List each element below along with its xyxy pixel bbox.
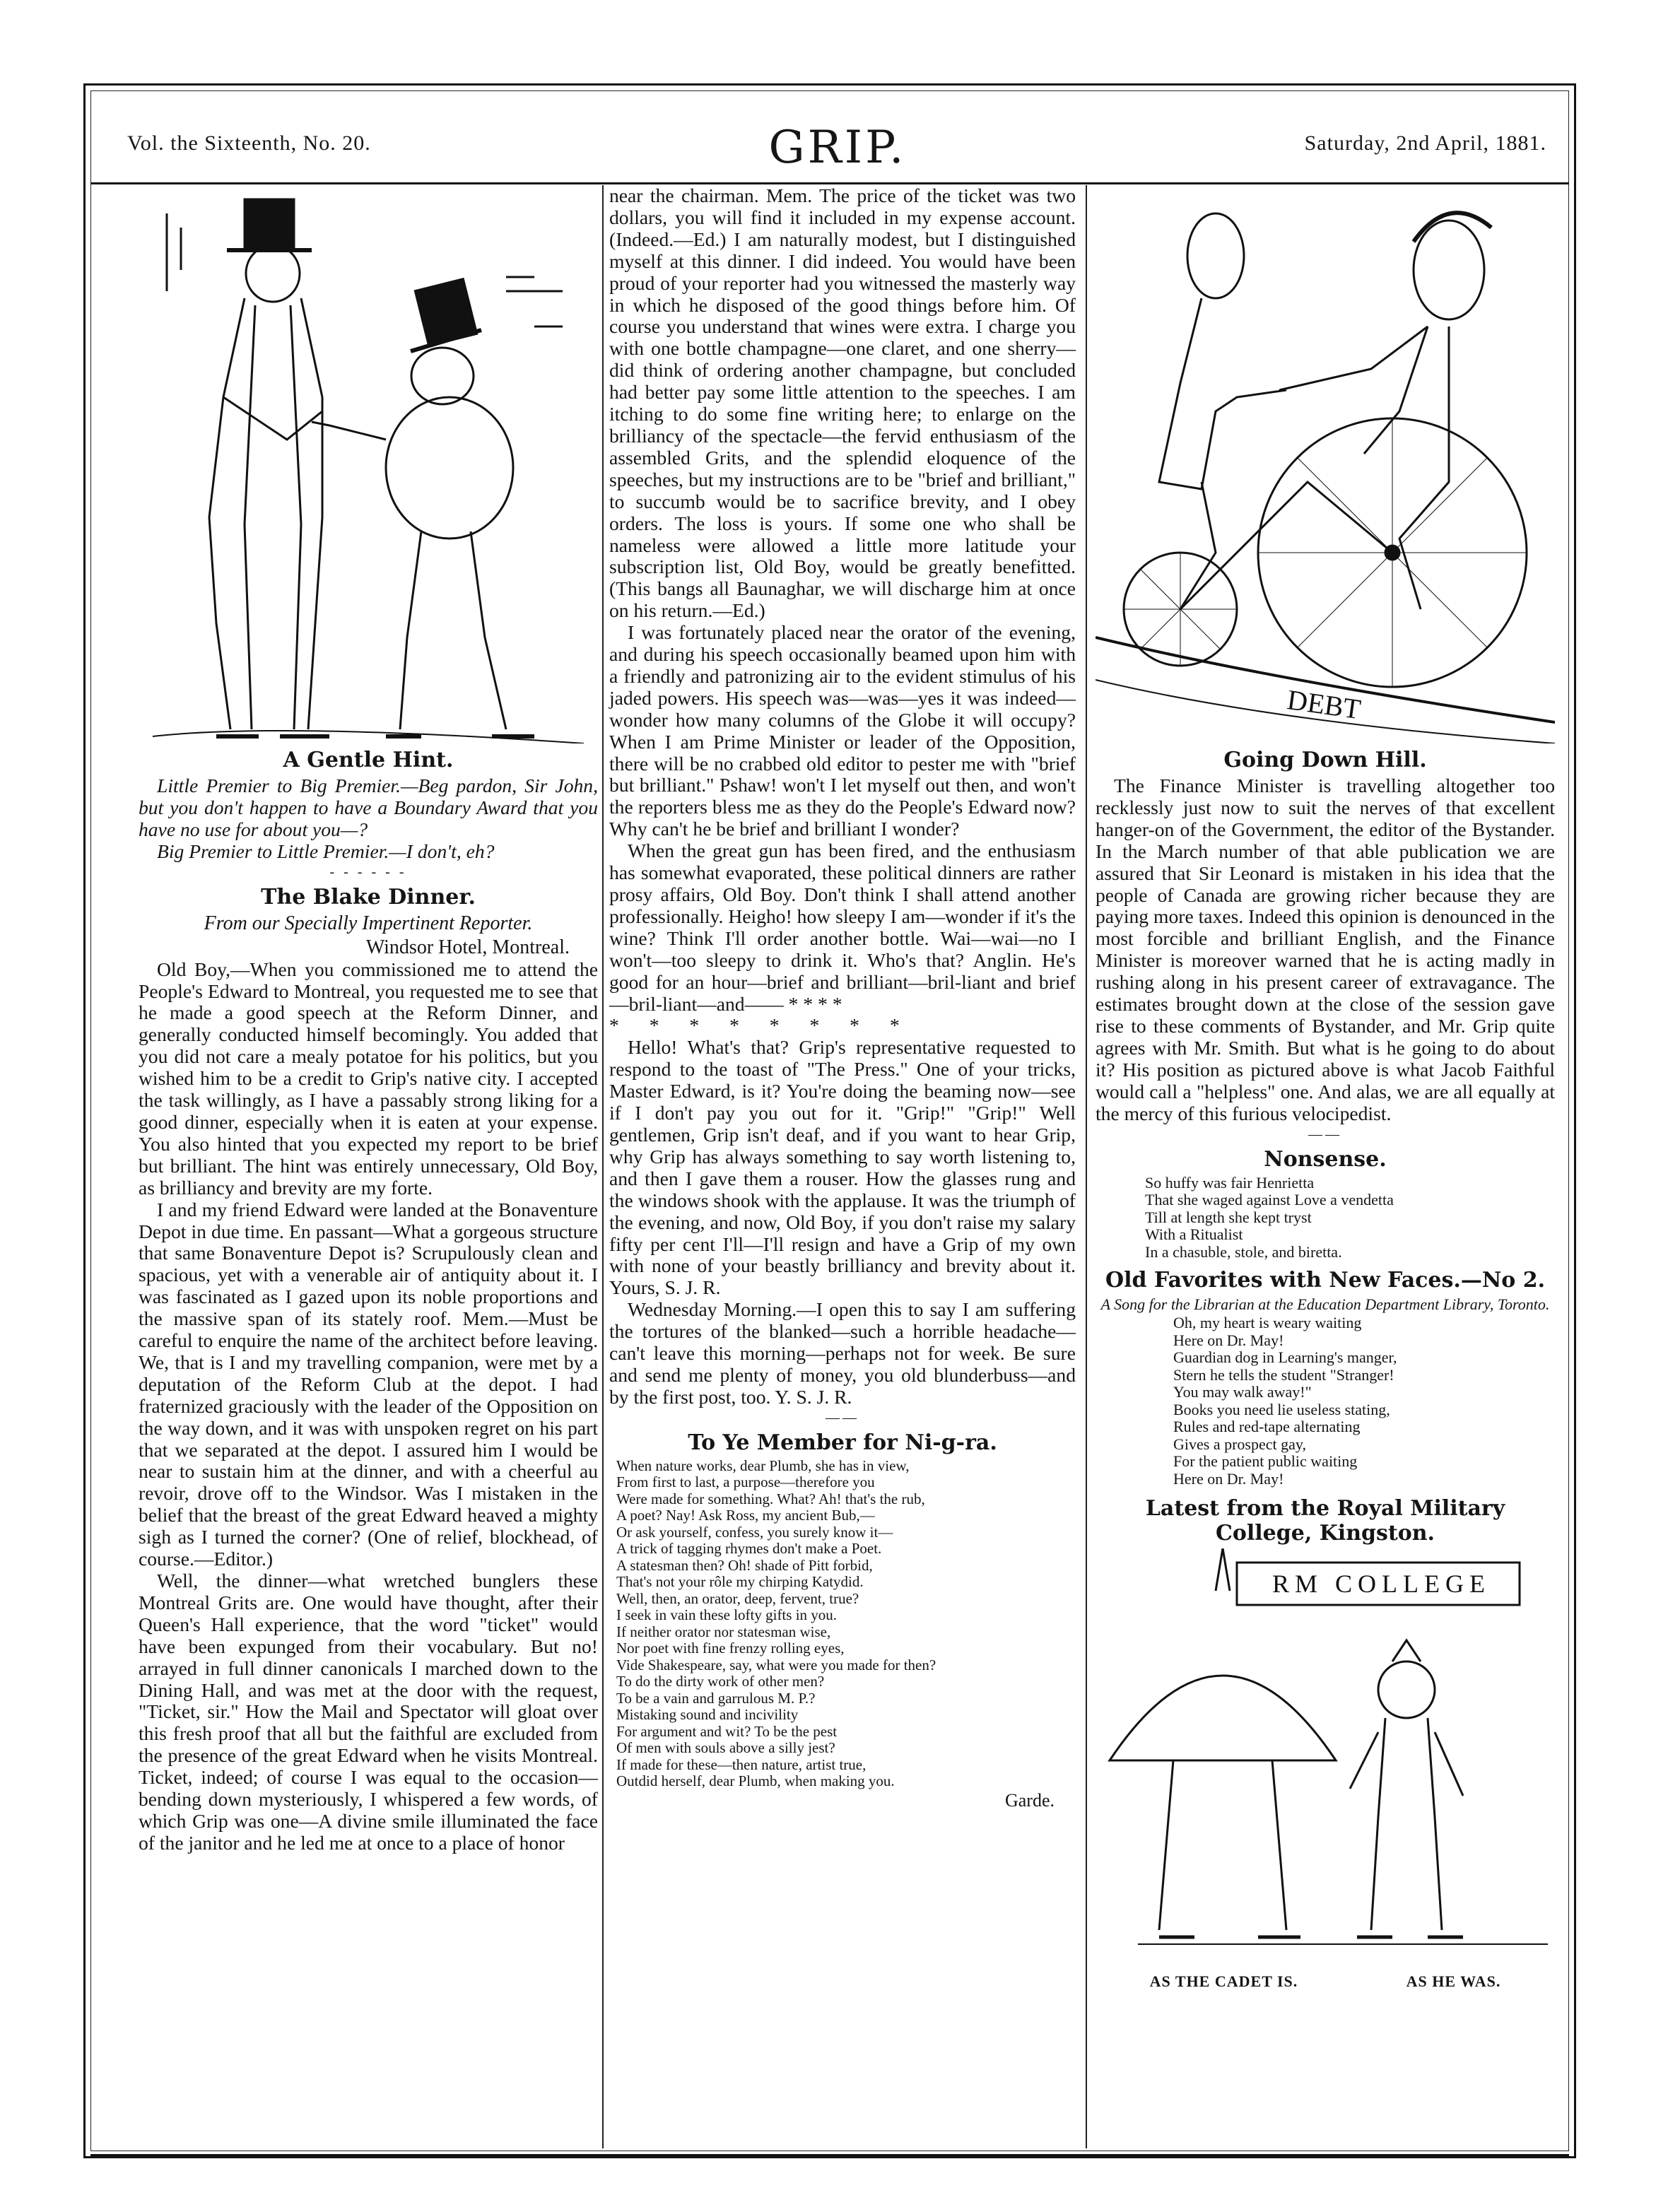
masthead	[120, 122, 1555, 178]
volume-number: Vol. the Sixteenth, No. 20.	[127, 131, 371, 155]
verse-line: That's not your rôle my chirping Katydid.	[616, 1573, 864, 1591]
nonsense-verse	[1096, 1175, 1555, 1261]
verse-line: So huffy was fair Henrietta	[1145, 1173, 1315, 1192]
cartoon-title-gentle-hint: A Gentle Hint.	[283, 748, 454, 772]
verse-line: A statesman then? Oh! shade of Pitt forbid,	[616, 1556, 873, 1574]
latest-title: Latest from the Royal Military College, Kingston.	[1145, 1496, 1505, 1546]
cartoon-title-going-down-hill: Going Down Hill.	[1223, 748, 1427, 772]
newspaper-title: GRIP.	[768, 122, 907, 174]
caption-cadet-is: AS THE CADET IS.	[1149, 1972, 1298, 1990]
cartoon-going-down-hill	[1096, 185, 1555, 743]
verse-line: If neither orator nor statesman wise,	[616, 1623, 831, 1640]
verse-line: Of men with souls above a silly jest?	[616, 1739, 835, 1757]
verse-line: Oh, my heart is weary waiting	[1173, 1314, 1362, 1331]
article-subtitle: From our Specially Impertinent Reporter.	[204, 912, 533, 934]
asterisk-row: * * * * * * * *	[609, 1014, 912, 1037]
blake-paragraph-3: Well, the dinner—what wretched bunglers these Montreal Grits are. One would have thought, after their Queen's Hall experience, that the word "ticket" would have been expunged from their vocabulary. But no! arrayed in full dinner canonicals I marched down to the Dining Hall, and was met at the door with the request, "Ticket, sir." How the Mail and Spectator will gloat over this fresh proof that all but the faithful are excluded from the presence of the great Edward when he visits Montreal. Ticket, indeed; of course I was equal to the occasion—bending down mysteriously, I whispered a few words, of which Grip was one—A divine smile illuminated the face of the janitor and he led me at once to a place of honor	[139, 1570, 598, 1854]
verse-line: Here on Dr. May!	[1173, 1469, 1284, 1488]
blake-paragraph-4: near the chairman. Mem. The price of the ticket was two dollars, you will find it included in my expense account. (Indeed.—Ed.) I am naturally modest, but I distinguished myself at this dinner. I did indeed. You would have been proud of your reporter had you witnessed the masterly way in which he disposed of the good things before him. Of course you understand that wines were extra. I charge you with one bottle champagne—one claret, and one sherry—did think of ordering another champagne, but concluded had better pay some little attention to the speeches. I am itching to do some fine writing here; to enlarge on the brilliancy of the spectacle—the fervid enthusiasm of the assembled Grits, and the splendid eloquence of the speeches, but my instructions are to be "brief and brilliant," to succumb would be to sacrifice brevity, and I obey orders. The loss is yours. If some one who shall be nameless were allowed a little more latitude your subscription list, Old Boy, would be greatly benefitted. (This bangs all Baunaghar, we will discharge him at once on his return.—Ed.)	[609, 184, 1076, 622]
issue-date: Saturday, 2nd April, 1881.	[1304, 131, 1546, 155]
cartoon-gentle-hint	[139, 185, 598, 743]
verse-line: Stern he tells the student "Stranger!	[1173, 1365, 1394, 1384]
verse-line: Here on Dr. May!	[1173, 1331, 1284, 1349]
column-left	[139, 185, 598, 2148]
caption-he-was: AS HE WAS.	[1406, 1972, 1501, 1990]
verse-line: Well, then, an orator, deep, fervent, true?	[616, 1589, 859, 1607]
column-divider-2	[1086, 185, 1087, 2148]
column-right	[1096, 185, 1555, 2148]
verse-line: Rules and red-tape alternating	[1173, 1418, 1361, 1435]
section-divider: - - - - - -	[329, 864, 407, 880]
finance-minister-paragraph: The Finance Minister is travelling altogether too recklessly just now to suit the nerves of that excellent hanger-on of the Government, the editor of the Bystander. In the March number of that able publication we are assured that Sir Leonard is mistaken in his idea that the people of Canada are growing richer because they are paying more taxes. Indeed this opinion is denounced in the most forcible and brilliant English, and the Finance Minister is moreover warned that he is acting madly in rushing along in his present career of extravagance. The estimates brought down at the close of the session gave rise to these comments of Bystander, and Mr. Grip quite agrees with Mr. Smith. But what is he going to do about it? His position as pictured above is what Jacob Faithful would call a "helpless" one. And alas, we are all equally at the mercy of this furious velocipedist.	[1096, 775, 1555, 1124]
verse-line: I seek in vain these lofty gifts in you.	[616, 1606, 838, 1624]
verse-line: For argument and wit? To be the pest	[616, 1722, 838, 1740]
verse-line: That she waged against Love a vendetta	[1145, 1191, 1394, 1208]
verse-line: A trick of tagging rhymes don't make a Poet.	[616, 1540, 882, 1558]
blake-paragraph-1: Old Boy,—When you commissioned me to attend the People's Edward to Montreal, you requested me to see that he made a good speech at the Reform Dinner, and generally conducted himself becomingly. You added that you did not care a mealy potatoe for his politics, but you wished him to be a credit to Grip's native city. I accepted the task willingly, as I have a passably strong liking for a good dinner, especially when it is eaten at your expense. You also hinted that you expected my report to be brief but brilliant. The hint was entirely unnecessary, Old Boy, as brilliancy and brevity are my forte.	[139, 958, 598, 1199]
favorites-verse	[1096, 1314, 1555, 1488]
verse-line: Till at length she kept tryst	[1145, 1208, 1312, 1226]
poem-body	[609, 1458, 1076, 1790]
favorites-subtitle: A Song for the Librarian at the Education Department Library, Toronto.	[1100, 1295, 1550, 1313]
poem-signature: Garde.	[1004, 1789, 1055, 1811]
article-title-blake-dinner: The Blake Dinner.	[261, 884, 476, 910]
poem-title: To Ye Member for Ni-g-ra.	[688, 1430, 997, 1455]
article-dateline: Windsor Hotel, Montreal.	[365, 936, 570, 958]
cartoon-military-college	[1096, 1548, 1555, 1972]
verse-line: Nor poet with fine frenzy rolling eyes,	[616, 1640, 845, 1657]
verse-line: Mistaking sound and incivility	[616, 1706, 799, 1724]
hint-dialogue: Little Premier to Big Premier.—Beg pardon, Sir John, but you don't happen to have a Boundary Award that you have no use for about you—?	[139, 775, 598, 840]
verse-line: In a chasuble, stole, and biretta.	[1145, 1242, 1342, 1261]
verse-line: Gives a prospect gay,	[1173, 1435, 1306, 1453]
verse-line: From first to last, a purpose—therefore you	[616, 1473, 875, 1491]
verse-line: Or ask yourself, confess, you surely know it—	[616, 1523, 893, 1541]
blake-paragraph-8: Wednesday Morning.—I open this to say I am suffering the tortures of the blanked—such a horrible headache—can't leave this morning—perhaps not for week. Be sure and send me plenty of money, you old blunderbuss—and by the first post, too. Y. S. J. R.	[609, 1298, 1076, 1408]
verse-line: Books you need lie useless stating,	[1173, 1400, 1390, 1418]
favorites-title: Old Favorites with New Faces.—No 2.	[1105, 1268, 1546, 1293]
verse-line: You may walk away!"	[1173, 1383, 1312, 1401]
section-divider: ——	[1308, 1126, 1342, 1142]
hint-reply: Big Premier to Little Premier.—I don't, eh?	[157, 840, 495, 862]
college-sign: RM COLLEGE	[1272, 1570, 1491, 1598]
nonsense-title: Nonsense.	[1264, 1146, 1387, 1172]
verse-line: Were made for something. What? Ah! that's the rub,	[616, 1490, 925, 1507]
road-label-debt: DEBT	[1285, 683, 1363, 726]
blake-paragraph-6: When the great gun has been fired, and the enthusiasm has somewhat evaporated, these political dinners are rather prosy affairs, Old Boy. Don't think I shall attend another professionally. Heigho! how sleepy I am—wonder if it's the wine? Think I'll order another bottle. Wai—wai—no I won't—too sleepy to drink it. Who's that? Anglin. He's good for an hour—brief and brilliant—bril-liant and brief—bril-liant—and—— * * * *	[609, 840, 1076, 1015]
footer-rule	[90, 2154, 1569, 2156]
military-captions	[1096, 1972, 1555, 1991]
verse-line: If made for these—then nature, artist true,	[616, 1755, 867, 1773]
verse-line: Guardian dog in Learning's manger,	[1173, 1348, 1397, 1366]
section-divider: ——	[826, 1409, 859, 1425]
column-divider-1	[602, 185, 604, 2148]
verse-line: When nature works, dear Plumb, she has in view,	[616, 1457, 910, 1474]
verse-line: A poet? Nay! Ask Ross, my ancient Bub,—	[616, 1507, 875, 1524]
blake-paragraph-2: I and my friend Edward were landed at the Bonaventure Depot in due time. En passant—What a gorgeous structure that same Bonaventure Depot is? Scrupulously clean and spacious, yet with a venerable air of antiquity about it. I was fascinated as I gazed upon its noble proportions and the massive span of its stately roof. Mem.—Must be careful to enquire the name of the architect before leaving. We, that is I and my travelling companion, were met by a deputation of the Reform Club at the depot. I had fraternized graciously with the leader of the Opposition on the way down, and it was with unspoken regret on his part that we separated at the depot. I assured him I would be near to sustain him at the dinner, and with a cheerful au revoir, drove off to the Windsor. Was I mistaken in the belief that the breast of the great Edward heaved a mighty sigh as I turned the corner? (One of relief, blockhead, of course.—Editor.)	[139, 1198, 598, 1570]
verse-line: Vide Shakespeare, say, what were you made for then?	[616, 1656, 936, 1673]
verse-line: To be a vain and garrulous M. P.?	[616, 1689, 816, 1707]
blake-paragraph-5: I was fortunately placed near the orator of the evening, and during his speech occasionally beamed upon him with a friendly and patronizing air to the evident stimulus of his jaded powers. His speech was—was—yes it was indeed—wonder how many columns of the Globe it will occupy? When I am Prime Minister or leader of the Opposition, there will be no crabbed old editor to pester me with "brief but brilliant." Pshaw! won't I let myself out then, and won't the reporters bless me as they do the People's Edward now? Why can't he be brief and brilliant I wonder?	[609, 621, 1076, 840]
verse-line: With a Ritualist	[1145, 1225, 1243, 1243]
verse-line: Outdid herself, dear Plumb, when making you.	[616, 1772, 895, 1790]
column-middle	[609, 185, 1076, 2148]
blake-paragraph-7: Hello! What's that? Grip's representative requested to respond to the toast of "The Press." One of your tricks, Master Edward, is it? You're doing the beaming now—see if I don't pay you out for it. "Grip!" "Grip!" Well gentlemen, Grip isn't deaf, and if you want to hear Grip, why Grip has always something to say worth listening to, and then I gave them a rouser. How the glasses rung and the windows shook with the applause. It was the triumph of the evening, and now, Old Boy, if you don't raise my salary fifty per cent I'll—I'll resign and have a Grip of my own with none of your beastly brilliancy and brevity about it. Yours, S. J. R.	[609, 1036, 1076, 1299]
verse-line: For the patient public waiting	[1173, 1452, 1358, 1470]
verse-line: To do the dirty work of other men?	[616, 1673, 825, 1690]
